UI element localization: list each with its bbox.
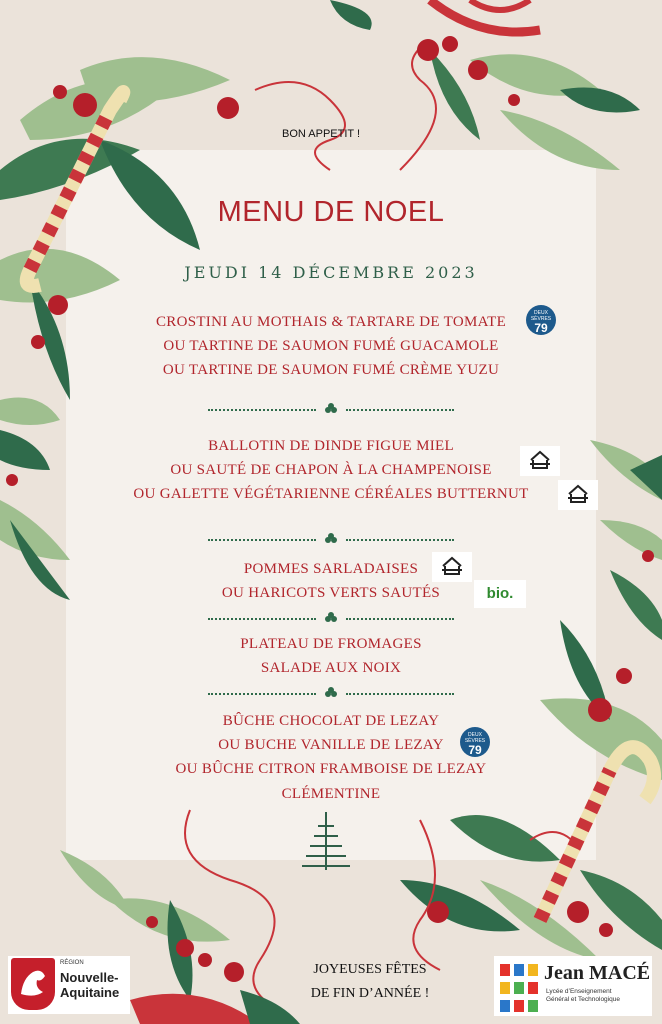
menu-item: OU TARTINE DE SAUMON FUMÉ GUACAMOLE — [163, 338, 499, 354]
menu-date: JEUDI 14 DÉCEMBRE 2023 — [184, 263, 478, 282]
separator — [208, 534, 454, 544]
greeting-line-1: JOYEUSES FÊTES — [313, 962, 427, 977]
christmas-tree-icon — [302, 812, 350, 870]
fait-maison-icon — [432, 552, 472, 582]
menu-item: CLÉMENTINE — [281, 786, 381, 802]
menu-item: OU HARICOTS VERTS SAUTÉS — [221, 585, 441, 601]
bon-appetit-text: BON APPETIT ! — [282, 128, 361, 140]
menu-title: MENU DE NOEL — [217, 196, 445, 228]
menu-item: POMMES SARLADAISES — [243, 561, 419, 577]
badge-number: 79 — [534, 321, 548, 335]
menu-item: OU SAUTÉ DE CHAPON À LA CHAMPENOISE — [170, 462, 492, 478]
leaf-icon — [325, 686, 337, 698]
menu-item: OU TARTINE DE SAUMON FUMÉ CRÈME YUZU — [162, 362, 500, 378]
badge-label: DEUX SÈVRES — [530, 310, 552, 322]
region-name: Nouvelle- Aquitaine — [60, 970, 120, 1000]
separator — [208, 404, 454, 414]
menu-item: PLATEAU DE FROMAGES — [240, 636, 422, 652]
menu-item: OU GALETTE VÉGÉTARIENNE CÉRÉALES BUTTERNUT — [133, 486, 529, 502]
season-greeting — [300, 958, 440, 1006]
leaf-icon — [325, 532, 337, 544]
leaf-icon — [325, 402, 337, 414]
badge-label: DEUX SÈVRES — [464, 732, 486, 744]
separator — [208, 613, 454, 623]
badge-number: 79 — [468, 743, 482, 757]
menu-item: OU BÛCHE CITRON FRAMBOISE DE LEZAY — [175, 761, 487, 777]
menu-item: OU BUCHE VANILLE DE LEZAY — [218, 737, 444, 753]
lion-shield-icon — [11, 958, 55, 1010]
fait-maison-icon — [520, 446, 560, 476]
menu-item: BALLOTIN DE DINDE FIGUE MIEL — [208, 438, 454, 454]
bio-logo: bio. — [474, 580, 526, 608]
top-right-foliage — [330, 0, 640, 170]
menu-item: CROSTINI AU MOTHAIS & TARTARE DE TOMATE — [155, 314, 507, 330]
menu-item: BÛCHE CHOCOLAT DE LEZAY — [222, 713, 440, 729]
deux-sevres-badge — [460, 727, 490, 757]
separator — [208, 688, 454, 698]
school-subtitle: Lycée d’Enseignement Général et Technologique — [546, 988, 620, 1003]
leaf-icon — [325, 611, 337, 623]
region-label: RÉGION — [60, 960, 84, 966]
deux-sevres-badge — [526, 305, 556, 335]
lycee-jean-mace-logo — [494, 956, 652, 1016]
school-name: Jean MACÉ — [544, 962, 651, 984]
fait-maison-icon — [558, 480, 598, 510]
region-nouvelle-aquitaine-logo — [8, 956, 130, 1014]
menu-item: SALADE AUX NOIX — [260, 660, 402, 676]
greeting-line-2: DE FIN D’ANNÉE ! — [310, 986, 430, 1001]
